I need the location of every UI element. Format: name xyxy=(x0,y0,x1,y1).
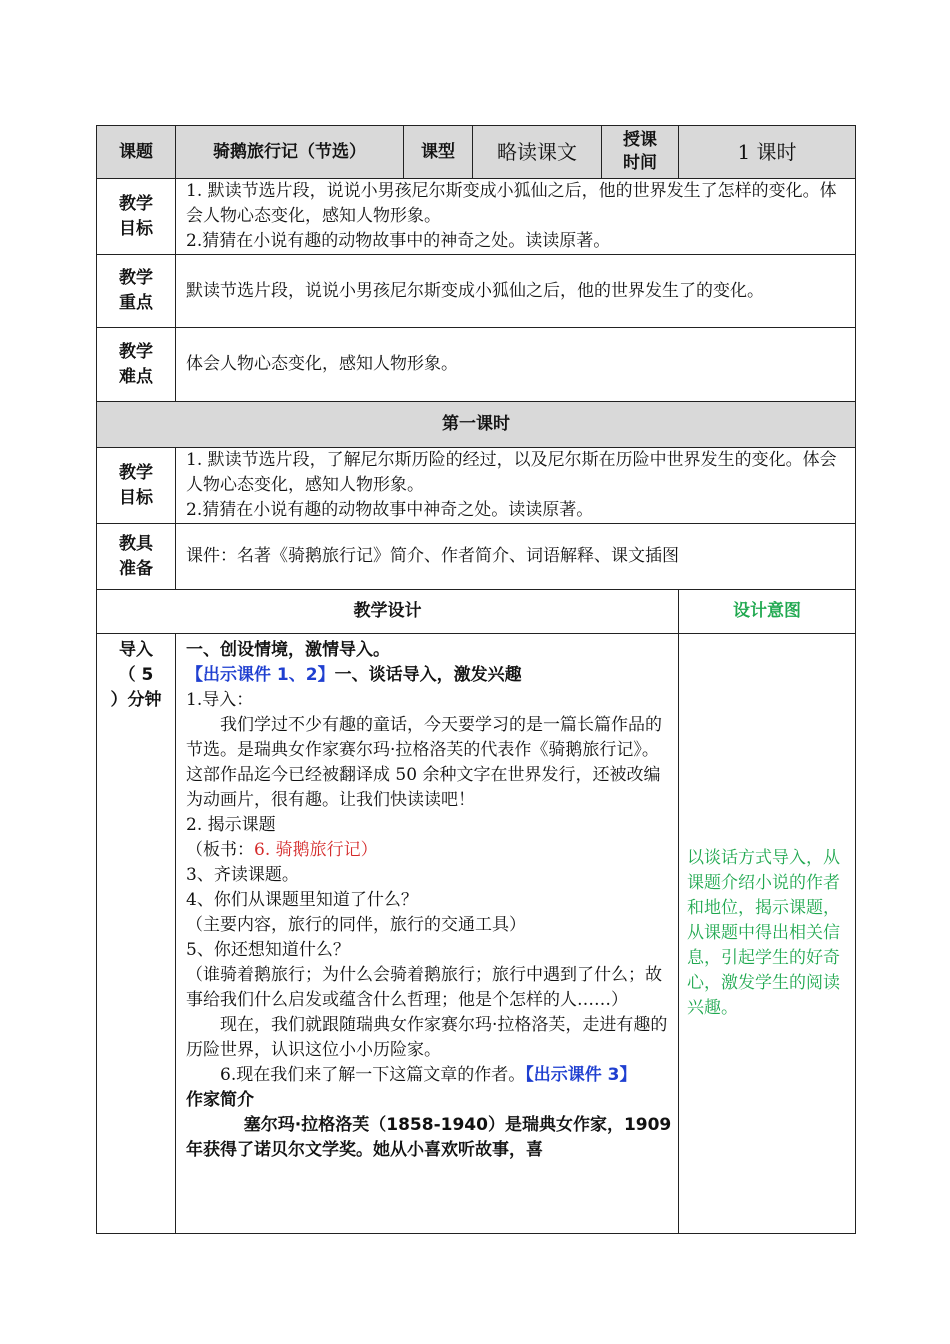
intro-label: 1.导入： xyxy=(186,690,254,710)
question-5: 5、你还想知道什么？ xyxy=(186,940,350,960)
answer-4: （主要内容，旅行的同伴，旅行的交通工具） xyxy=(186,915,526,935)
subject-value: 骑鹅旅行记（节选） xyxy=(176,126,404,179)
question-4: 4、你们从课题里知道了什么？ xyxy=(186,890,418,910)
reveal-label: 2. 揭示课题 xyxy=(186,815,276,835)
row-label: 教学 难点 xyxy=(97,328,176,402)
row-label: 教学 目标 xyxy=(97,448,176,524)
intent-heading: 设计意图 xyxy=(679,590,856,634)
design-body-row xyxy=(97,634,856,1234)
courseware-tag: 【出示课件 3】 xyxy=(525,1065,637,1085)
step-sub-line: 【出示课件 1、2】一、谈话导入，激发兴趣 xyxy=(186,665,522,685)
key-point-row xyxy=(97,255,856,328)
board-title: 6. 骑鹅旅行记） xyxy=(254,840,378,860)
step-title: 一、创设情境，激情导入。 xyxy=(186,640,390,660)
difficulty-row xyxy=(97,328,856,402)
difficulty-content: 体会人物心态变化，感知人物形象。 xyxy=(176,328,856,402)
subject-label: 课题 xyxy=(97,126,176,179)
time-label: 授课 时间 xyxy=(602,126,679,179)
header-row xyxy=(97,126,856,179)
design-content xyxy=(176,634,679,1234)
type-value: 略读课文 xyxy=(473,126,602,179)
goal-row xyxy=(97,179,856,255)
board-line: （板书：6. 骑鹅旅行记） xyxy=(186,840,378,860)
segment-label: 导入 （ 5 ）分钟 xyxy=(97,634,176,1234)
author-intro-line: 6.现在我们来了解一下这篇文章的作者。【出示课件 3】 xyxy=(220,1065,637,1085)
type-label: 课型 xyxy=(404,126,473,179)
author-text: 塞尔玛·拉格洛芙（1858-1940）是瑞典女作家，1909 年获得了诺贝尔文学奖。她从小喜欢听故事，喜 xyxy=(186,1115,672,1160)
section-title: 第一课时 xyxy=(97,402,856,448)
courseware-tag: 【出示课件 1、2】 xyxy=(186,665,335,685)
key-point-content: 默读节选片段，说说小男孩尼尔斯变成小狐仙之后，他的世界发生了的变化。 xyxy=(176,255,856,328)
design-heading: 教学设计 xyxy=(97,590,679,634)
intro-text: 我们学过不少有趣的童话，今天要学习的是一篇长篇作品的节选。是瑞典女作家赛尔玛·拉格洛芙的代表作《骑鹅旅行记》。这部作品迄今已经被翻译成 50 余种文字在世界发行，还被改编为动画片，很有趣。让我们快读读吧！ xyxy=(186,715,662,810)
lesson-goal-content: 1. 默读节选片段，了解尼尔斯历险的经过，以及尼尔斯在历险中世界发生的变化。体会人物心态变化，感知人物形象。 2.猜猜在小说有趣的动物故事中神奇之处。读读原著。 xyxy=(176,448,856,524)
materials-row xyxy=(97,524,856,590)
time-value: 1 课时 xyxy=(679,126,856,179)
lesson-plan-table xyxy=(96,125,856,1234)
answer-5: （谁骑着鹅旅行；为什么会骑着鹅旅行；旅行中遇到了什么；故事给我们什么启发或蕴含什么哲理；他是个怎样的人……） xyxy=(186,965,662,1010)
row-label: 教学 目标 xyxy=(97,179,176,255)
intent-text: 以谈话方式导入，从课题介绍小说的作者和地位，揭示课题，从课题中得出相关信息，引起学生的好奇心，激发学生的阅读兴趣。 xyxy=(679,634,856,1234)
lesson-goal-row xyxy=(97,448,856,524)
author-head: 作家简介 xyxy=(186,1090,254,1110)
row-label: 教学 重点 xyxy=(97,255,176,328)
materials-content: 课件：名著《骑鹅旅行记》简介、作者简介、词语解释、课文插图 xyxy=(176,524,856,590)
design-head-row xyxy=(97,590,856,634)
row-label: 教具 准备 xyxy=(97,524,176,590)
section-row xyxy=(97,402,856,448)
follow-text: 现在，我们就跟随瑞典女作家赛尔玛·拉格洛芙，走进有趣的历险世界，认识这位小小历险家。 xyxy=(186,1015,668,1060)
goal-content: 1. 默读节选片段，说说小男孩尼尔斯变成小狐仙之后，他的世界发生了怎样的变化。体会人物心态变化，感知人物形象。 2.猜猜在小说有趣的动物故事中的神奇之处。读读原著。 xyxy=(176,179,856,255)
read-title: 3、齐读课题。 xyxy=(186,865,299,885)
